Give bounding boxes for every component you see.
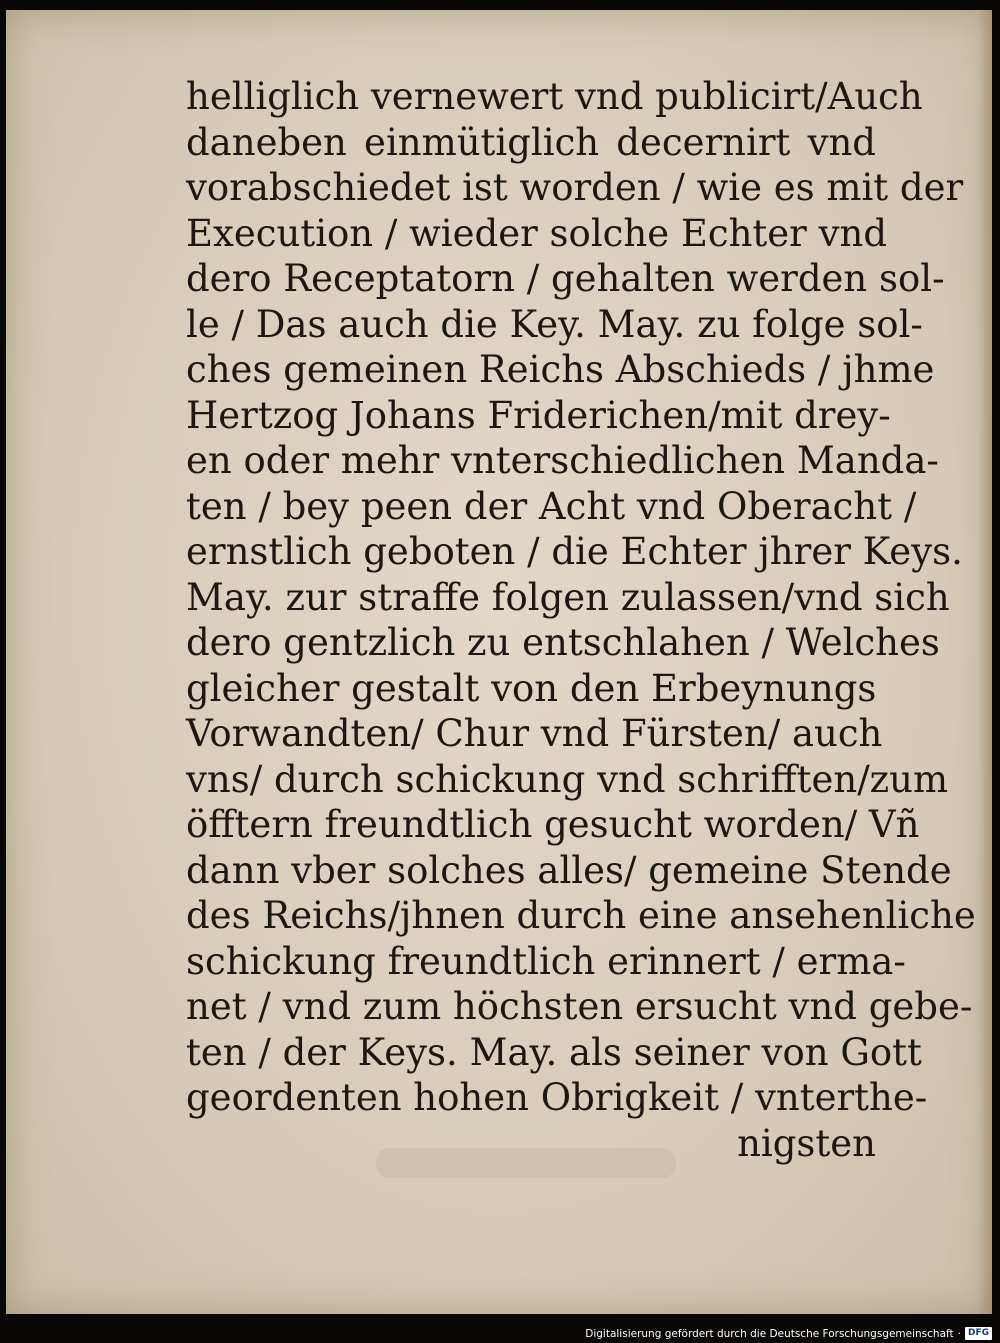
text-line-13: dero gentzlich zu entschlahen / Welches [186, 621, 940, 664]
text-line-2: daneben einmütiglich decernirt vnd [186, 120, 876, 164]
text-line-12: May. zur straffe folgen zulassen/vnd sich [186, 575, 950, 619]
text-line-5: dero Receptatorn / gehalten werden sol- [186, 257, 945, 300]
text-line-7: ches gemeinen Reichs Abschieds / jhme [186, 348, 935, 391]
text-line-11: ernstlich geboten / die Echter jhrer Keys. [186, 530, 963, 573]
text-line-6: le / Das auch die Key. May. zu folge sol- [186, 302, 923, 346]
page-text-block [186, 74, 976, 1166]
text-line-23: geordenten hohen Obrigkeit / vnterthe- [186, 1076, 928, 1119]
text-line-4: Execution / wieder solche Echter vnd [186, 211, 888, 255]
text-line-15: Vorwandten/ Chur vnd Fürsten/ auch [186, 712, 883, 755]
footer-separator: · [957, 1327, 961, 1340]
text-line-9: en oder mehr vnterschiedlichen Manda- [186, 439, 939, 482]
text-line-18: dann vber solches alles/ gemeine Stende [186, 848, 952, 892]
dfg-logo-icon: DFG [965, 1327, 992, 1340]
text-line-20: schickung freundtlich erinnert / erma- [186, 939, 906, 983]
digitization-footer [585, 1327, 992, 1340]
text-line-8: Hertzog Johans Friderichen/mit drey- [186, 393, 891, 437]
text-line-10: ten / bey peen der Acht vnd Oberacht / [186, 484, 917, 528]
digitization-credit: Digitalisierung gefördert durch die Deutsche Forschungsgemeinschaft [585, 1327, 954, 1340]
text-line-19: des Reichs/jhnen durch eine ansehenliche [186, 894, 976, 937]
text-line-14: gleicher gestalt von den Erbeynungs [186, 666, 877, 710]
page-edge-shadow [978, 10, 992, 1314]
catchword: nigsten [737, 1121, 876, 1165]
text-line-1: helliglich vernewert vnd publicirt/Auch [186, 75, 923, 118]
book-page [6, 10, 992, 1314]
text-line-17: öfftern freundtlich gesucht worden/ Vñ [186, 803, 920, 846]
text-line-21: net / vnd zum höchsten ersucht vnd gebe- [186, 985, 973, 1028]
text-line-22: ten / der Keys. May. als seiner von Gott [186, 1030, 922, 1074]
text-line-3: vorabschiedet ist worden / wie es mit der [186, 166, 964, 209]
text-line-16: vns/ durch schickung vnd schrifften/zum [186, 757, 949, 801]
